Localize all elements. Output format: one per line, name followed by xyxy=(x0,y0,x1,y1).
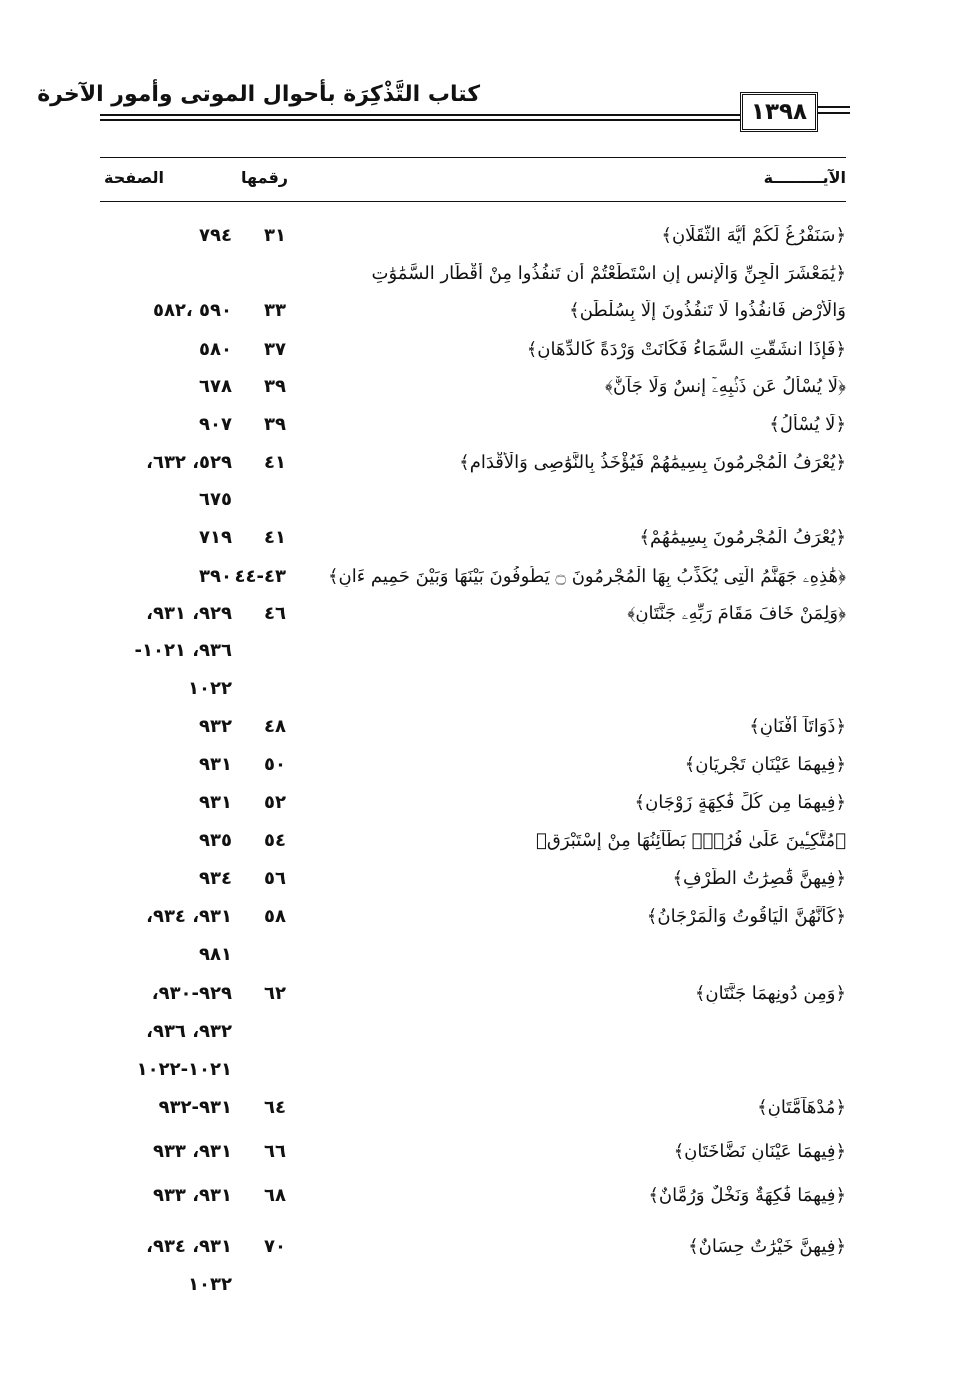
header-rule xyxy=(100,119,740,121)
page-refs: ١٠٣٢ xyxy=(188,1274,232,1295)
header-rule xyxy=(100,114,740,116)
verse-number: ٤٨ xyxy=(264,716,286,737)
verse-text: ﴿سَنَفْرُغُ لَكُمْ أَيُّهَ الثَّقَلَانِ﴾ xyxy=(661,225,846,246)
verse-text: ﴿مُتَّكِـِٔينَ عَلَىٰ فُرُشٍۭ بَطَآئِنُهَا مِنْ إِسْتَبْرَقٍ﴾ xyxy=(536,830,846,851)
page-refs: ٦٧٥ xyxy=(199,489,232,510)
verse-text: ﴿هَٰذِهِۦ جَهَنَّمُ الَّتِى يُكَذِّبُ بِهَا الْمُجْرِمُونَ ۝ يَطُوفُونَ بَيْنَهَا وَبَيْنَ حَمِيمٍ ءَانٍ﴾ xyxy=(327,566,846,587)
verse-number: ٦٨ xyxy=(264,1185,286,1206)
verse-text: ﴿كَأَنَّهُنَّ الْيَاقُوتُ وَالْمَرْجَانُ﴾ xyxy=(646,906,846,927)
verse-number: ٤٣-٤٤ xyxy=(234,566,286,587)
page-refs: ٩٠٧ xyxy=(199,414,232,435)
page-refs: ٥٢٩، ٦٣٢، xyxy=(146,452,232,473)
verse-number: ٧٠ xyxy=(264,1236,286,1257)
page-number: ١٣٩٨ xyxy=(740,92,818,132)
page-refs: ٩٣٤ xyxy=(199,868,232,889)
verse-number: ٦٤ xyxy=(264,1097,286,1118)
page-refs: ٧١٩ xyxy=(199,527,232,548)
verse-number: ٣٩ xyxy=(264,376,286,397)
page-refs: ٩٣٢ xyxy=(199,716,232,737)
verse-text: ﴿فَإِذَا انشَقَّتِ السَّمَاءُ فَكَانَتْ وَرْدَةً كَالدِّهَانِ﴾ xyxy=(526,339,846,360)
verse-number: ٦٢ xyxy=(264,983,286,1004)
verse-number: ٥٢ xyxy=(264,792,286,813)
verse-text: ﴿يَٰمَعْشَرَ الْجِنِّ وَالْإِنسِ إِنِ اسْتَطَعْتُمْ أَن تَنفُذُوا مِنْ أَقْطَارِ السَّمَٰوَٰتِ xyxy=(371,263,846,284)
verse-text: ﴿فِيهِمَا فَٰكِهَةٌ وَنَخْلٌ وَرُمَّانٌ﴾ xyxy=(648,1185,846,1206)
page-refs: ٩٣٦، ١٠٢١- xyxy=(134,640,232,661)
page-refs: ٣٩٠ xyxy=(199,566,232,587)
verse-text: ﴿يُعْرَفُ الْمُجْرِمُونَ بِسِيمَٰهُمْ﴾ xyxy=(639,527,846,548)
page-refs: ٩٣١-٩٣٢ xyxy=(158,1097,232,1118)
page-refs: ٧٩٤ xyxy=(199,225,232,246)
page-refs: ٩٣١، ٩٣٣ xyxy=(152,1185,232,1206)
page-refs: ٥٩٠ ،٥٨٢ xyxy=(152,300,232,321)
verse-number: ٥٨ xyxy=(264,906,286,927)
verse-text: ﴿فِيهِنَّ خَيْرَٰتٌ حِسَانٌ﴾ xyxy=(688,1236,846,1257)
page-refs: ٩٣٥ xyxy=(199,830,232,851)
page-number-rule xyxy=(818,112,850,114)
book-title: كتاب التَّذْكِرَة بأحوال الموتى وأمور الآخرة xyxy=(37,82,480,107)
page-refs: ٩٣١ xyxy=(199,792,232,813)
verse-text: ﴿يُعْرَفُ الْمُجْرِمُونَ بِسِيمَٰهُمْ فَيُؤْخَذُ بِالنَّوَٰصِى وَالْأَقْدَامِ﴾ xyxy=(459,452,846,473)
page-refs: ١٠٢١-١٠٢٢ xyxy=(136,1059,232,1080)
verse-text: ﴿فِيهِمَا عَيْنَانِ نَضَّاخَتَانِ﴾ xyxy=(673,1141,846,1162)
page-refs: ٦٧٨ xyxy=(199,376,232,397)
page-refs: ٩٣٢، ٩٣٦، xyxy=(146,1021,232,1042)
verse-number: ٤٦ xyxy=(264,603,286,624)
verse-number: ٣٧ xyxy=(264,339,286,360)
verse-text: ﴿مُدْهَآمَّتَانِ﴾ xyxy=(757,1097,846,1118)
page-refs: ١٠٢٢ xyxy=(188,678,232,699)
column-header-number: رقمها xyxy=(241,168,288,187)
verse-number: ٤١ xyxy=(264,452,286,473)
verse-text: ﴿لَا يُسْأَلُ عَن ذَنۢبِهِۦٓ إِنسٌ وَلَا جَآنٌّ﴾ xyxy=(605,376,846,397)
page-number-rule xyxy=(818,106,850,108)
verse-text: ﴿لَا يُسْأَلُ﴾ xyxy=(769,414,846,435)
verse-number: ٥٤ xyxy=(264,830,286,851)
page-refs: ٩٣١ xyxy=(199,754,232,775)
page-refs: ٩٣١، ٩٣٤، xyxy=(146,906,232,927)
verse-number: ٦٦ xyxy=(264,1141,286,1162)
column-header-page: الصفحة xyxy=(104,168,165,187)
page-refs: ٥٨٠ xyxy=(199,339,232,360)
verse-text: ﴿وَمِن دُونِهِمَا جَنَّتَانِ﴾ xyxy=(694,983,846,1004)
verse-text: ﴿فِيهِمَا مِن كُلِّ فَٰكِهَةٍ زَوْجَانِ﴾ xyxy=(634,792,846,813)
verse-number: ٥٠ xyxy=(264,754,286,775)
verse-text: ﴿فِيهِنَّ قَٰصِرَٰتُ الطَّرْفِ﴾ xyxy=(672,868,846,889)
verse-text: ﴿فِيهِمَا عَيْنَانِ تَجْرِيَانِ﴾ xyxy=(684,754,846,775)
verse-number: ٤١ xyxy=(264,527,286,548)
page-refs: ٩٣١، ٩٣٤، xyxy=(146,1236,232,1257)
verse-number: ٣١ xyxy=(264,225,286,246)
verse-text: ﴿وَلِمَنْ خَافَ مَقَامَ رَبِّهِۦ جَنَّتَانِ﴾ xyxy=(627,603,846,624)
page-refs: ٩٣١، ٩٣٣ xyxy=(152,1141,232,1162)
verse-text: وَالْأَرْضِ فَانفُذُوا لَا تَنفُذُونَ إِلَّا بِسُلْطَٰنٍ﴾ xyxy=(569,300,846,321)
verse-number: ٣٩ xyxy=(264,414,286,435)
column-header-verse: الآيـــــــــة xyxy=(763,168,846,187)
verse-number: ٣٣ xyxy=(264,300,286,321)
table-header-top-rule xyxy=(100,157,846,158)
verse-text: ﴿ذَوَاتَآ أَفْنَانٍ﴾ xyxy=(749,716,846,737)
verse-number: ٥٦ xyxy=(264,868,286,889)
table-header-bottom-rule xyxy=(100,201,846,202)
page-refs: ٩٢٩-٩٣٠، xyxy=(151,983,232,1004)
page-refs: ٩٨١ xyxy=(199,944,232,965)
page-refs: ٩٢٩، ٩٣١، xyxy=(146,603,232,624)
